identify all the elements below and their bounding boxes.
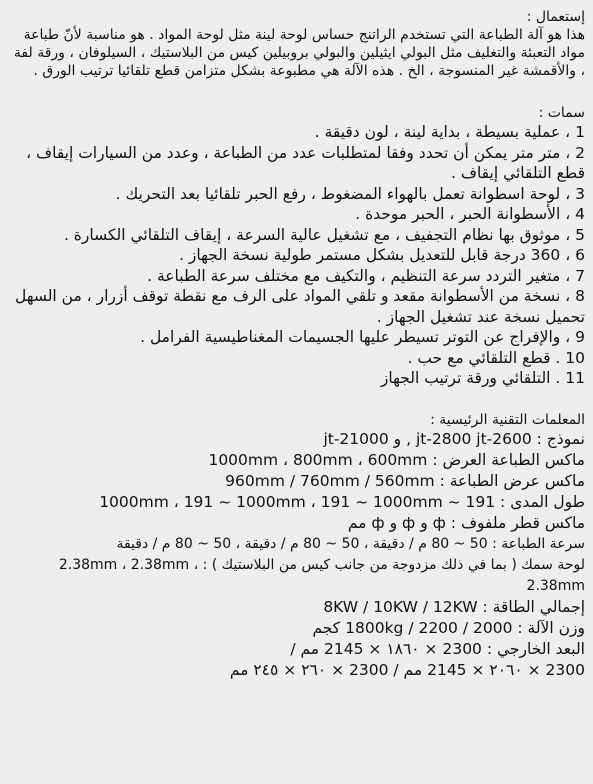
feature-item: 1 ، عملية بسيطة ، بداية لينة ، لون دقيقة . [314, 123, 585, 141]
feature-item: 11 . التلقائي ورقة ترتيب الجهاز [380, 369, 585, 387]
spec-weight: وزن الآلة : 2000 / 1800kg / 2200 كجم [312, 618, 585, 637]
spec-dimensions-cont: 2300 × ٢٠٦٠ × 2145 مم / 2300 × ٢٦٠ × ٢٤٥ مم [229, 660, 585, 679]
specs-title: المعلمات التقنية الرئيسية : [430, 411, 585, 428]
feature-item: 8 ، نسخة من الأسطوانة مقعد و تلقي المواد على الرف مع نقطة توقف أزرار ، من السهل تحميل نسخة عند تشغيل الجهاز . [14, 287, 585, 326]
usage-text: هذا هو آلة الطباعة التي تستخدم الراتنج حساس لوحة لينة مثل لوحة المواد . هو مناسبة لأنّ طباعة مواد التعبئة والتغليف مثل البولي ايثيلين والبولي بروبيلين كيس من البلاستيك ، السيلوفان ، ورقة لفة ، والأقمشة غير المنسوجة ، الخ . هذه الآلة هي مطبوعة بشكل متزامن قطع تلقائيا ترتيب الورق . [13, 27, 585, 79]
spec-max-width: ماكس عرض الطباعة : 960mm / 760mm / 560mm [225, 471, 585, 490]
feature-item: 10 . قطع التلقائي مع حب . [407, 348, 585, 367]
feature-item: 5 ، موثوق بها نظام التجفيف ، مع تشغيل عالية السرعة ، إيقاف التلقائي الكسارة . [63, 225, 585, 244]
spec-max-print-width: ماكس الطباعة العرض : 1000mm ، 800mm ، 600mm [208, 450, 585, 469]
spec-print-speed: سرعة الطباعة : 50 ~ 80 م / دقيقة ، 50 ~ 80 م / دقيقة ، 50 ~ 80 م / دقيقة [116, 535, 585, 552]
spec-repeat-length: طول المدى : 191 ~ 1000mm ، 191 ~ 1000mm ، 191 ~ 1000mm [99, 492, 585, 511]
spec-dimensions: البعد الخارجي : 2300 × ١٨٦٠ × 2145 مم / [290, 639, 585, 658]
features-list [12, 122, 585, 389]
spec-plate-thickness: لوحة سمك ( بما في ذلك مزدوجة من جانب كيس من البلاستيك ) : ، 2.38mm ، 2.38mm 2.38mm [58, 556, 585, 594]
feature-item: 9 ، والإفراج عن التوتر تسيطر عليها الجسيمات المغناطيسية الفرامل . [140, 328, 585, 346]
usage-title: إستعمال : [526, 9, 585, 25]
spec-total-power: إجمالي الطاقة : 8KW / 10KW / 12KW [323, 597, 585, 616]
features-title: سمات : [538, 105, 585, 121]
spec-roll-diameter: ماكس قطر ملفوف : ф و ф و ф مم [347, 513, 585, 532]
spacer [12, 389, 585, 411]
spec-model: نموذج : jt-2800 jt-2600 , و jt-21000 [323, 429, 585, 448]
feature-item: 3 ، لوحة اسطوانة تعمل بالهواء المضغوط ، رفع الحبر تلقائيا بعد التحريك . [115, 184, 585, 203]
spacer [12, 80, 585, 104]
feature-item: 7 ، متغير التردد سرعة التنظيم ، والتكيف مع مختلف سرعة الطباعة . [147, 266, 585, 285]
feature-item: 4 ، الأسطوانة الحبر ، الحبر موحدة . [355, 205, 585, 223]
feature-item: 6 ، 360 درجة قابل للتعديل بشكل مستمر طولية نسخة الجهاز . [179, 246, 585, 264]
feature-item: 2 ، متر متر يمكن أن تحدد وفقا لمتطلبات عدد من الطباعة ، وعدد من السيارات إيقاف ، قطع التلقائي إيقاف . [26, 143, 585, 182]
